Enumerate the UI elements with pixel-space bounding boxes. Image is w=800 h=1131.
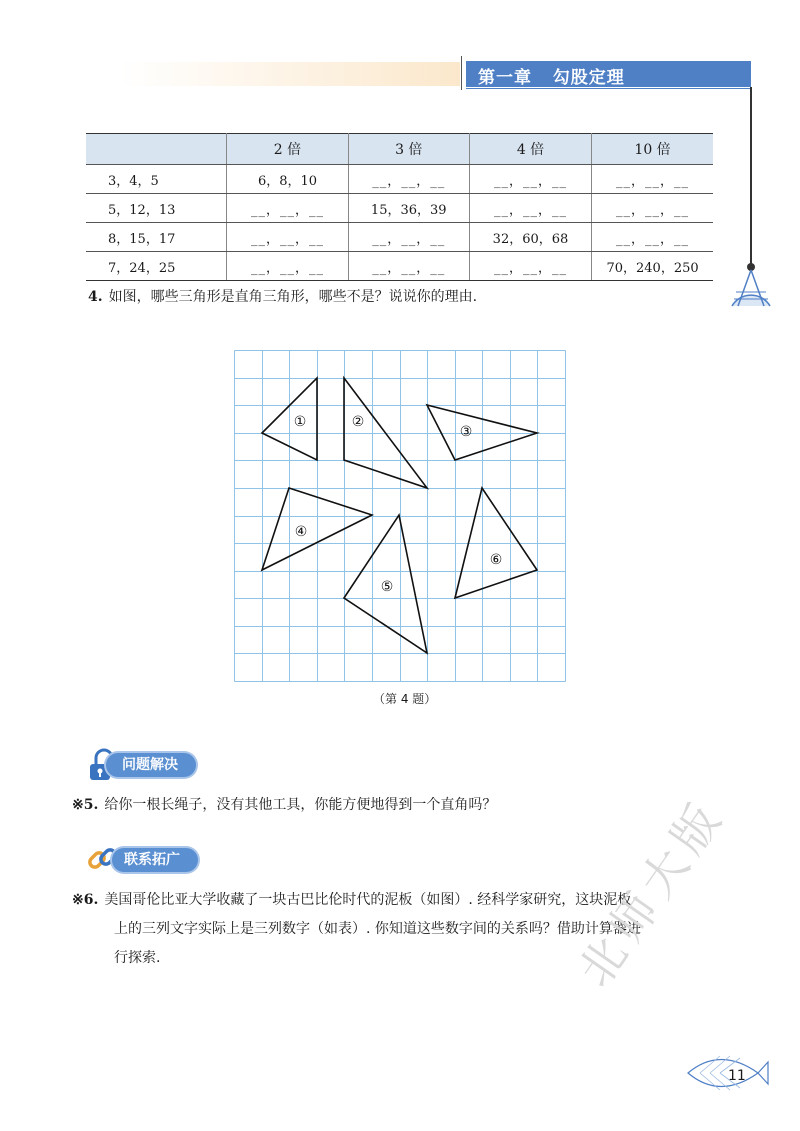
table-cell: __，__，__ [592,165,713,194]
question-number: ※6. [72,892,99,908]
table-cell: 70，240，250 [592,252,713,281]
table-cell: 32，60，68 [469,223,591,252]
question-number: 4. [88,289,103,305]
table-cell: __，__，__ [469,165,591,194]
table-header-cell [86,134,227,165]
table-cell: 6，8，10 [227,165,348,194]
table-row [86,223,713,252]
table-header-cell: 2 倍 [227,134,348,165]
table-row [86,165,713,194]
table-cell: __，__，__ [469,194,591,223]
table-cell: 8，15，17 [86,223,227,252]
question-4 [88,286,477,306]
question-text-line: 美国哥伦比亚大学收藏了一块古巴比伦时代的泥板（如图）. 经科学家研究，这块泥板 [104,892,632,908]
table-cell: __，__，__ [348,252,469,281]
table-cell: 5，12，13 [86,194,227,223]
table-cell: 3，4，5 [86,165,227,194]
table-header-cell: 10 倍 [592,134,713,165]
table-cell: 15，36，39 [348,194,469,223]
triangle-label: ② [351,414,365,430]
table-header-row [86,134,713,165]
section-tag-problem-solving: 问题解决 [106,753,196,777]
table-cell: __，__，__ [227,223,348,252]
table-cell: __，__，__ [469,252,591,281]
table-cell: __，__，__ [348,223,469,252]
question-text-line: 上的三列文字实际上是三列数字（如表）. 你知道这些数字间的关系吗？借助计算器进 [114,921,641,937]
table-cell: __，__，__ [227,194,348,223]
triangle-label: ① [293,414,307,430]
question-text: 给你一根长绳子，没有其他工具，你能方便地得到一个直角吗？ [104,797,497,813]
table-cell: __，__，__ [227,252,348,281]
table-header-cell: 3 倍 [348,134,469,165]
question-text: 如图，哪些三角形是直角三角形，哪些不是？说说你的理由. [108,289,478,305]
table-cell: 7，24，25 [86,252,227,281]
question-5 [72,794,496,814]
compass-icon [728,252,774,310]
table-header-cell: 4 倍 [469,134,591,165]
figure-caption: （第 4 题） [373,692,437,706]
triangle-label: ⑤ [380,579,394,595]
triangle-label: ⑥ [489,552,503,568]
triangle-label: ③ [459,424,473,440]
table-row [86,252,713,281]
chapter-title: 第一章 勾股定理 [478,68,625,88]
triangle-grid-figure [234,350,566,684]
section-tag-extension: 联系拓广 [112,848,198,872]
page-number: 11 [728,1068,746,1084]
table-cell: __，__，__ [592,223,713,252]
question-number: ※5. [72,797,99,813]
publisher-watermark: 北师大版 [567,788,736,997]
table-cell: __，__，__ [348,165,469,194]
fish-decoration-icon [680,1050,770,1096]
table-row [86,194,713,223]
header-rule [466,88,751,89]
header-divider [461,56,462,90]
table-cell: __，__，__ [592,194,713,223]
question-text-line: 行探索. [114,950,161,966]
multiples-table [86,133,713,281]
header-decoration [120,62,460,86]
triangle-label: ④ [294,524,308,540]
margin-line [750,87,752,272]
